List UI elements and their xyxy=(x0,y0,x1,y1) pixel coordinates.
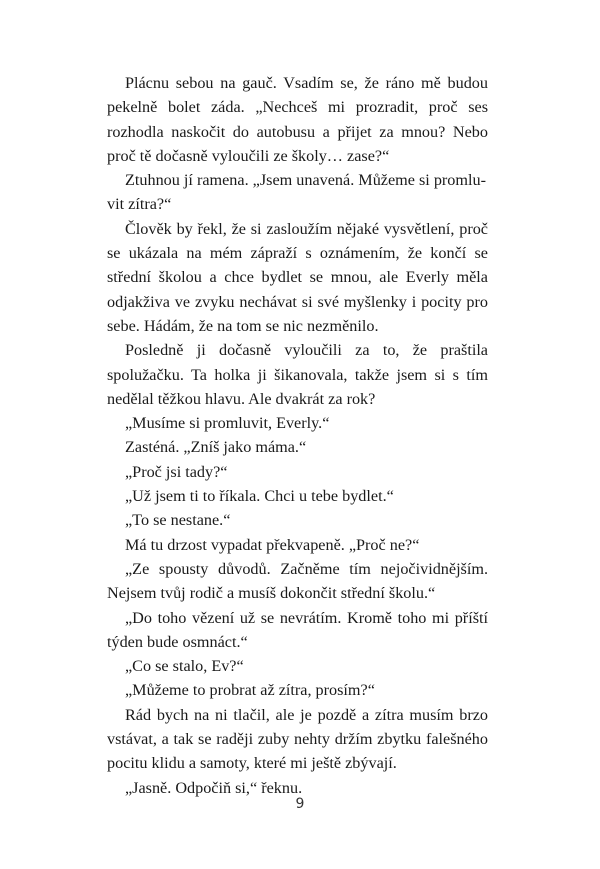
paragraph: Má tu drzost vypadat překvapeně. „Proč ne?“ xyxy=(125,535,420,554)
paragraph: „To se nestane.“ xyxy=(125,511,231,530)
paragraph: Rád bych na ni tlačil, ale je pozdě a zítra musím brzo vstávat, a tak se raději zuby nehty držím zbytku falešného pocitu klidu a samoty, které mi ještě zbývají. xyxy=(107,705,488,773)
paragraph: „Můžeme to probrat až zítra, prosím?“ xyxy=(125,681,375,700)
paragraph: „Proč jsi tady?“ xyxy=(125,462,228,481)
paragraph: „Už jsem ti to říkala. Chci u tebe bydlet.“ xyxy=(125,487,394,506)
page-body xyxy=(107,71,488,800)
paragraph: Člověk by řekl, že si zasloužím nějaké vysvětlení, proč se ukázala na mém zápraží s oznámením, že končí se střední školou a chce bydlet se mnou, ale Everly měla odjakživa ve zvyku nechávat si své myšlenky i pocity pro sebe. Hádám, že na tom se nic nezměnilo. xyxy=(107,219,488,335)
paragraph: „Ze spousty důvodů. Začněme tím nejočividnějším. Nejsem tvůj rodič a musíš dokončit střední školu.“ xyxy=(107,559,488,603)
paragraph: Plácnu sebou na gauč. Vsadím se, že ráno mě budou pekelně bolet záda. „Nechceš mi prozradit, proč ses rozhodla naskočit do autobusu a přijet za mnou? Nebo proč tě dočasně vyloučili ze školy… zase?“ xyxy=(107,74,488,165)
paragraph: „Co se stalo, Ev?“ xyxy=(125,657,244,676)
paragraph: Zasténá. „Zníš jako máma.“ xyxy=(125,438,307,457)
paragraph: Posledně ji dočasně vyloučili za to, že praštila spolužačku. Ta holka ji šikanovala, takže jsem si s tím nedělal těžkou hlavu. Ale dvakrát za rok? xyxy=(107,341,488,408)
page-number: 9 xyxy=(295,796,305,812)
paragraph: „Jasně. Odpočiň si,“ řeknu. xyxy=(125,778,303,797)
paragraph: Ztuhnou jí ramena. „Jsem unavená. Můžeme si promluvit zítra?“ xyxy=(107,171,486,214)
paragraph: „Do toho vězení už se nevrátím. Kromě toho mi příští týden bude osmnáct.“ xyxy=(107,608,488,651)
paragraph: „Musíme si promluvit, Everly.“ xyxy=(125,414,330,433)
